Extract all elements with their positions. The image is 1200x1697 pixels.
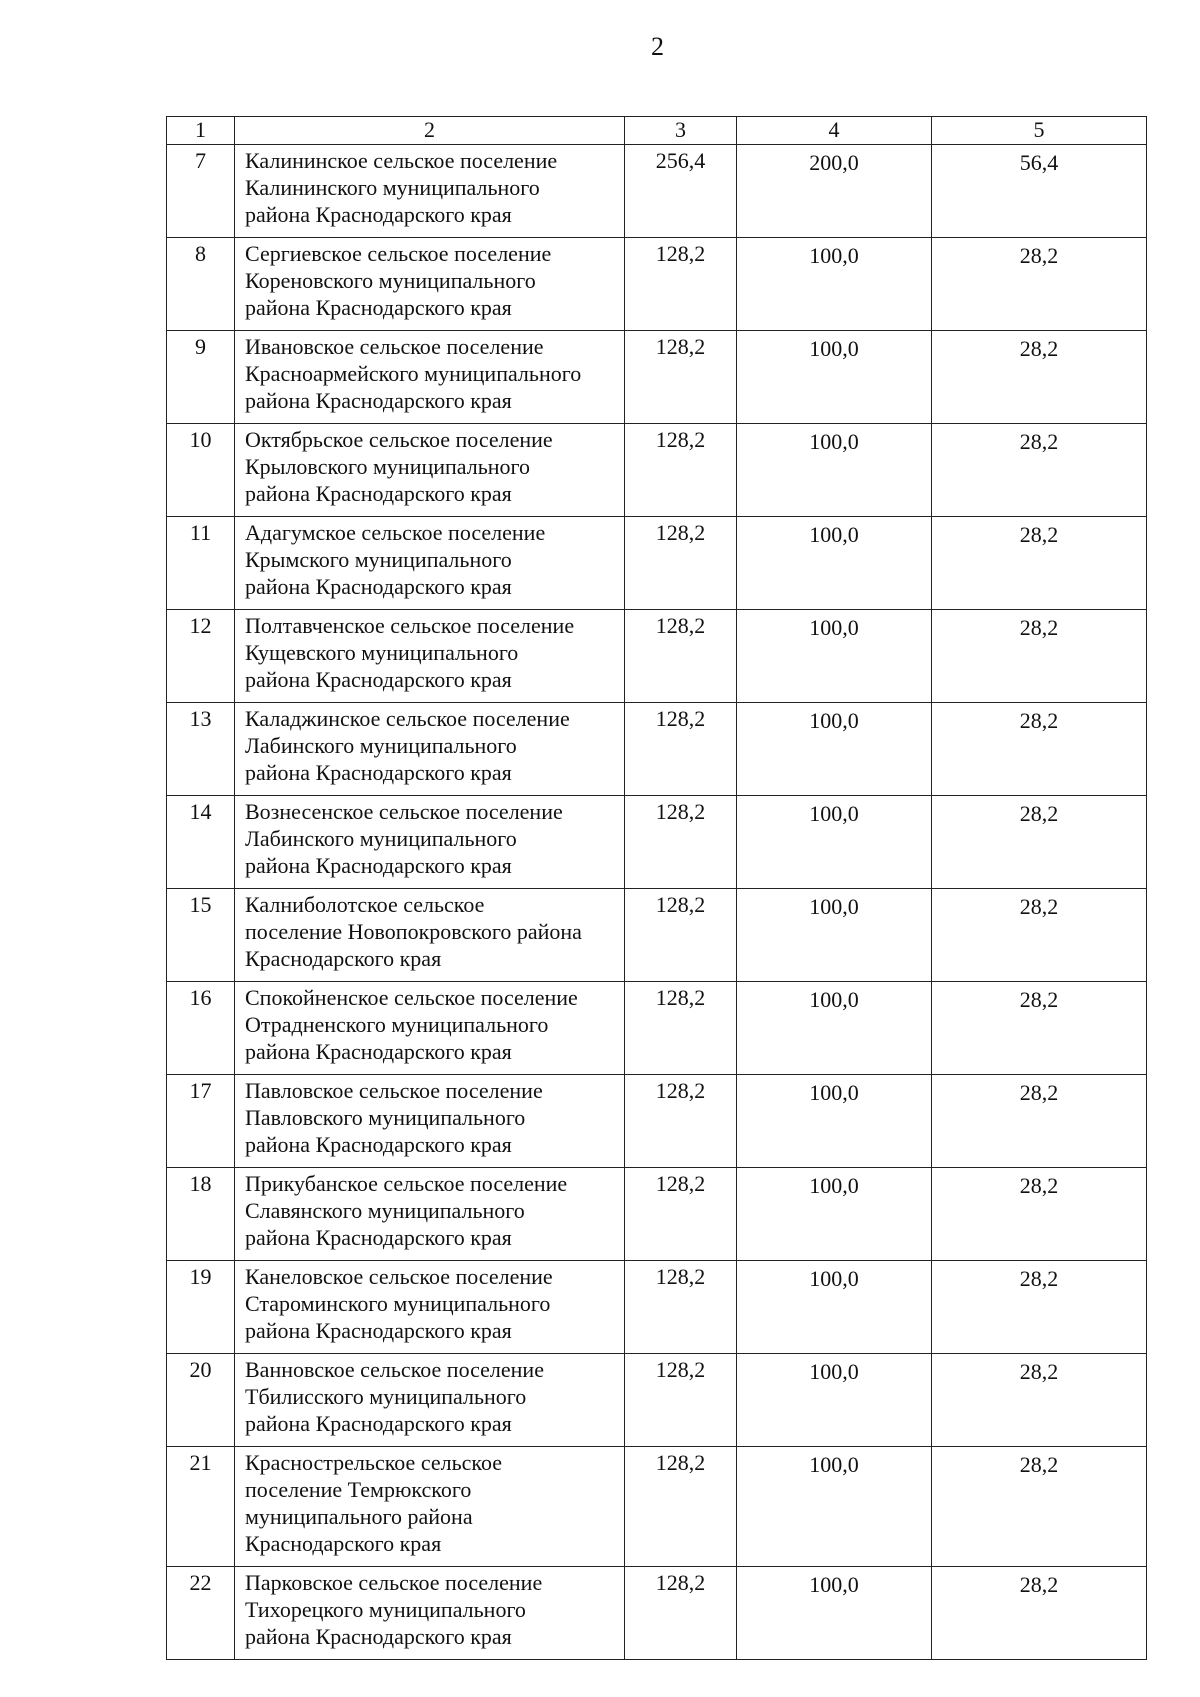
settlement-name [235, 610, 625, 703]
row-number: 8 [167, 238, 235, 331]
row-number: 17 [167, 1075, 235, 1168]
value-col-5: 28,2 [932, 1168, 1147, 1261]
value-col-3: 128,2 [625, 1447, 737, 1567]
value-col-4: 100,0 [737, 424, 932, 517]
value-col-5: 28,2 [932, 889, 1147, 982]
value-col-5: 28,2 [932, 796, 1147, 889]
value-col-5: 28,2 [932, 1447, 1147, 1567]
settlement-name-line: Кущевского муниципального [245, 640, 519, 665]
row-number: 22 [167, 1567, 235, 1660]
row-number: 11 [167, 517, 235, 610]
table-row [167, 145, 1147, 238]
value-col-5: 28,2 [932, 982, 1147, 1075]
table-row [167, 610, 1147, 703]
settlement-name-line: района Краснодарского края [245, 853, 512, 878]
settlement-name-line: района Краснодарского края [245, 667, 512, 692]
column-header: 2 [235, 117, 625, 145]
value-col-5: 28,2 [932, 1567, 1147, 1660]
settlement-name [235, 331, 625, 424]
value-col-5: 28,2 [932, 1354, 1147, 1447]
table-row [167, 796, 1147, 889]
settlement-name-line: Тихорецкого муниципального [245, 1597, 526, 1622]
value-col-5: 28,2 [932, 1075, 1147, 1168]
settlement-name-line: Крыловского муниципального [245, 454, 531, 479]
settlement-name-line: Лабинского муниципального [245, 733, 517, 758]
table-row [167, 1567, 1147, 1660]
settlement-name [235, 1354, 625, 1447]
value-col-5: 28,2 [932, 517, 1147, 610]
value-col-5: 56,4 [932, 145, 1147, 238]
value-col-4: 100,0 [737, 238, 932, 331]
value-col-5: 28,2 [932, 238, 1147, 331]
settlement-name-line: Октябрьское сельское поселение [245, 427, 553, 452]
settlement-name-line: района Краснодарского края [245, 1225, 512, 1250]
settlement-name [235, 796, 625, 889]
settlement-name-line: Калининское сельское поселение [245, 148, 558, 173]
settlement-name-line: района Краснодарского края [245, 1411, 512, 1436]
table-row [167, 982, 1147, 1075]
table-row [167, 1447, 1147, 1567]
value-col-4: 100,0 [737, 1075, 932, 1168]
settlement-name-line: Лабинского муниципального [245, 826, 517, 851]
settlement-name [235, 889, 625, 982]
value-col-3: 128,2 [625, 1075, 737, 1168]
settlement-name-line: Тбилисского муниципального [245, 1384, 527, 1409]
settlement-name [235, 982, 625, 1075]
value-col-4: 100,0 [737, 982, 932, 1075]
settlement-name-line: Ивановское сельское поселение [245, 334, 544, 359]
table-row [167, 424, 1147, 517]
settlement-name-line: Полтавченское сельское поселение [245, 613, 575, 638]
value-col-3: 128,2 [625, 1168, 737, 1261]
column-header: 5 [932, 117, 1147, 145]
settlement-name-line: муниципального района [245, 1504, 473, 1529]
value-col-3: 128,2 [625, 982, 737, 1075]
value-col-3: 256,4 [625, 145, 737, 238]
settlement-name-line: Отрадненского муниципального [245, 1012, 549, 1037]
settlement-name [235, 1447, 625, 1567]
row-number: 16 [167, 982, 235, 1075]
value-col-4: 100,0 [737, 889, 932, 982]
settlement-name-line: района Краснодарского края [245, 481, 512, 506]
table-row [167, 1168, 1147, 1261]
row-number: 13 [167, 703, 235, 796]
settlement-name-line: поселение Темрюкского [245, 1477, 472, 1502]
table-row [167, 238, 1147, 331]
settlement-name [235, 703, 625, 796]
column-header: 4 [737, 117, 932, 145]
value-col-3: 128,2 [625, 1354, 737, 1447]
settlement-name-line: Адагумское сельское поселение [245, 520, 546, 545]
settlement-name-line: Староминского муниципального [245, 1291, 551, 1316]
value-col-5: 28,2 [932, 1261, 1147, 1354]
value-col-4: 100,0 [737, 610, 932, 703]
value-col-4: 100,0 [737, 517, 932, 610]
settlement-name [235, 517, 625, 610]
settlement-name-line: Прикубанское сельское поселение [245, 1171, 568, 1196]
table-row [167, 1261, 1147, 1354]
row-number: 9 [167, 331, 235, 424]
table-header-row [167, 117, 1147, 145]
value-col-5: 28,2 [932, 331, 1147, 424]
settlement-name-line: района Краснодарского края [245, 295, 512, 320]
settlement-name [235, 238, 625, 331]
value-col-5: 28,2 [932, 610, 1147, 703]
value-col-5: 28,2 [932, 703, 1147, 796]
column-header: 1 [167, 117, 235, 145]
allocation-table [166, 116, 1147, 1660]
value-col-3: 128,2 [625, 424, 737, 517]
settlement-name-line: района Краснодарского края [245, 202, 512, 227]
value-col-3: 128,2 [625, 889, 737, 982]
settlement-name-line: Вознесенское сельское поселение [245, 799, 563, 824]
settlement-name-line: района Краснодарского края [245, 1624, 512, 1649]
page-number: 2 [651, 32, 664, 61]
row-number: 18 [167, 1168, 235, 1261]
value-col-3: 128,2 [625, 1567, 737, 1660]
settlement-name [235, 1075, 625, 1168]
settlement-name-line: Павловского муниципального [245, 1105, 526, 1130]
settlement-name-line: поселение Новопокровского района [245, 919, 582, 944]
value-col-4: 100,0 [737, 796, 932, 889]
settlement-name-line: Павловское сельское поселение [245, 1078, 543, 1103]
row-number: 7 [167, 145, 235, 238]
row-number: 12 [167, 610, 235, 703]
settlement-name-line: района Краснодарского края [245, 574, 512, 599]
table-row [167, 331, 1147, 424]
settlement-name-line: Славянского муниципального [245, 1198, 525, 1223]
settlement-name-line: Кореновского муниципального [245, 268, 536, 293]
settlement-name-line: района Краснодарского края [245, 1039, 512, 1064]
settlement-name-line: Калниболотское сельское [245, 892, 485, 917]
value-col-3: 128,2 [625, 1261, 737, 1354]
table-row [167, 703, 1147, 796]
column-header: 3 [625, 117, 737, 145]
value-col-4: 100,0 [737, 1354, 932, 1447]
value-col-4: 100,0 [737, 1447, 932, 1567]
settlement-name-line: Крымского муниципального [245, 547, 512, 572]
settlement-name-line: района Краснодарского края [245, 1318, 512, 1343]
value-col-3: 128,2 [625, 796, 737, 889]
settlement-name-line: района Краснодарского края [245, 388, 512, 413]
settlement-name-line: Красноармейского муниципального [245, 361, 582, 386]
value-col-4: 100,0 [737, 331, 932, 424]
value-col-4: 100,0 [737, 1168, 932, 1261]
row-number: 10 [167, 424, 235, 517]
settlement-name-line: Парковское сельское поселение [245, 1570, 543, 1595]
settlement-name-line: района Краснодарского края [245, 760, 512, 785]
settlement-name [235, 424, 625, 517]
settlement-name-line: Сергиевское сельское поселение [245, 241, 552, 266]
settlement-name-line: Канеловское сельское поселение [245, 1264, 553, 1289]
settlement-name-line: Краснодарского края [245, 1531, 442, 1556]
settlement-name [235, 145, 625, 238]
table-row [167, 517, 1147, 610]
row-number: 14 [167, 796, 235, 889]
value-col-3: 128,2 [625, 703, 737, 796]
settlement-name [235, 1567, 625, 1660]
value-col-3: 128,2 [625, 517, 737, 610]
value-col-4: 200,0 [737, 145, 932, 238]
row-number: 21 [167, 1447, 235, 1567]
value-col-3: 128,2 [625, 610, 737, 703]
row-number: 15 [167, 889, 235, 982]
value-col-4: 100,0 [737, 1567, 932, 1660]
row-number: 19 [167, 1261, 235, 1354]
settlement-name-line: Калининского муниципального [245, 175, 540, 200]
settlement-name-line: района Краснодарского края [245, 1132, 512, 1157]
settlement-name-line: Краснодарского края [245, 946, 442, 971]
value-col-4: 100,0 [737, 1261, 932, 1354]
table-body [167, 117, 1147, 1660]
settlement-name [235, 1168, 625, 1261]
settlement-name-line: Спокойненское сельское поселение [245, 985, 578, 1010]
settlement-name-line: Ванновское сельское поселение [245, 1357, 544, 1382]
row-number: 20 [167, 1354, 235, 1447]
settlement-name-line: Краснострельское сельское [245, 1450, 502, 1475]
value-col-3: 128,2 [625, 331, 737, 424]
settlement-name-line: Каладжинское сельское поселение [245, 706, 570, 731]
value-col-5: 28,2 [932, 424, 1147, 517]
settlement-name [235, 1261, 625, 1354]
table-row [167, 1354, 1147, 1447]
table-row [167, 1075, 1147, 1168]
value-col-3: 128,2 [625, 238, 737, 331]
value-col-4: 100,0 [737, 703, 932, 796]
table-row [167, 889, 1147, 982]
